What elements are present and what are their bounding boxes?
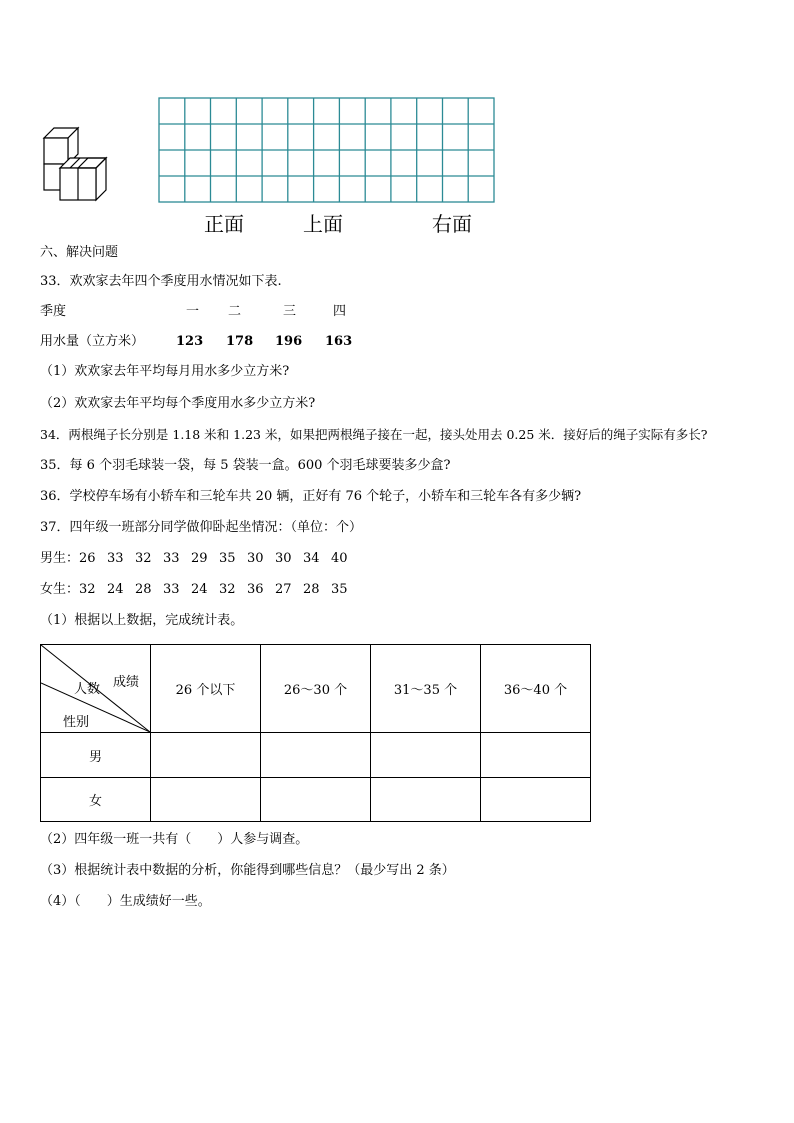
- q37-sub1: （1）根据以上数据，完成统计表。: [40, 613, 244, 628]
- girls-value: 24: [107, 582, 124, 597]
- q33-season-label: 季度: [40, 304, 67, 319]
- girls-value: 35: [331, 582, 348, 597]
- girls-value: 33: [163, 582, 180, 597]
- boys-value: 30: [275, 551, 292, 566]
- q37-sub2: （2）四年级一班一共有（ ）人参与调查。: [40, 832, 309, 847]
- q36-text: 36．学校停车场有小轿车和三轮车共 20 辆，正好有 76 个轮子，小轿车和三轮车各有多少辆?: [40, 489, 582, 504]
- table-cell-blank[interactable]: [261, 733, 371, 778]
- table-cell-blank[interactable]: [151, 733, 261, 778]
- q33-season: 二: [228, 304, 242, 319]
- q33-usage: 123: [176, 334, 204, 349]
- corner-count-label: 人数: [74, 682, 101, 697]
- table-cell-blank[interactable]: [371, 733, 481, 778]
- table-corner-cell: [41, 645, 151, 733]
- girls-value: 28: [135, 582, 152, 597]
- q33-sub2: （2）欢欢家去年平均每个季度用水多少立方米?: [40, 396, 316, 411]
- view-label-front: 正面: [204, 212, 244, 236]
- q33-season: 三: [283, 304, 297, 319]
- stats-table: [40, 644, 591, 822]
- q37-girls-label: 女生：: [40, 582, 80, 597]
- boys-value: 32: [135, 551, 152, 566]
- q37-boys-label: 男生：: [40, 551, 80, 566]
- girls-value: 24: [191, 582, 208, 597]
- girls-value: 28: [303, 582, 320, 597]
- boys-value: 33: [107, 551, 124, 566]
- corner-score-label: 成绩: [113, 675, 140, 690]
- q37-text: 37．四年级一班部分同学做仰卧起坐情况：（单位：个）: [40, 520, 363, 535]
- q34-text: 34．两根绳子长分别是 1.18 米和 1.23 米，如果把两根绳子接在一起，接头处用去 0.25 米．接好后的绳子实际有多长?: [40, 427, 708, 442]
- cube-figure: [40, 124, 112, 204]
- table-cell-blank[interactable]: [481, 778, 591, 822]
- table-row: [41, 778, 591, 822]
- q33-usage: 196: [275, 334, 303, 349]
- boys-value: 40: [331, 551, 348, 566]
- q37-sub3: （3）根据统计表中数据的分析，你能得到哪些信息？（最少写出 2 条）: [40, 863, 455, 878]
- boys-value: 34: [303, 551, 320, 566]
- boys-value: 35: [219, 551, 236, 566]
- q33-usage-label: 用水量（立方米）: [40, 334, 145, 349]
- table-header-cell: 31～35 个: [371, 645, 481, 733]
- table-cell-blank[interactable]: [151, 778, 261, 822]
- girls-value: 32: [219, 582, 236, 597]
- table-cell-blank[interactable]: [481, 733, 591, 778]
- boys-value: 29: [191, 551, 208, 566]
- view-label-top: 上面: [303, 212, 343, 236]
- girls-value: 36: [247, 582, 264, 597]
- corner-gender-label: 性别: [63, 715, 90, 730]
- table-row-label-girls: 女: [41, 778, 151, 822]
- section-title: 六、解决问题: [40, 245, 119, 260]
- table-cell-blank[interactable]: [371, 778, 481, 822]
- q33-season: 四: [333, 304, 347, 319]
- q33-usage: 178: [226, 334, 254, 349]
- q33-sub1: （1）欢欢家去年平均每月用水多少立方米?: [40, 364, 290, 379]
- drawing-grid: [158, 97, 496, 204]
- table-header-cell: 26 个以下: [151, 645, 261, 733]
- q33-usage: 163: [325, 334, 353, 349]
- q33-season: 一: [186, 304, 200, 319]
- table-header-cell: 26～30 个: [261, 645, 371, 733]
- table-cell-blank[interactable]: [261, 778, 371, 822]
- girls-value: 32: [79, 582, 96, 597]
- girls-value: 27: [275, 582, 292, 597]
- table-row-label-boys: 男: [41, 733, 151, 778]
- table-row: [41, 733, 591, 778]
- q33-text: 33．欢欢家去年四个季度用水情况如下表.: [40, 274, 282, 289]
- table-header-cell: 36～40 个: [481, 645, 591, 733]
- table-header-row: [41, 645, 591, 733]
- q35-text: 35．每 6 个羽毛球装一袋，每 5 袋装一盒。600 个羽毛球要装多少盒?: [40, 458, 451, 473]
- view-label-right: 右面: [432, 212, 472, 236]
- q37-sub4: （4）（ ）生成绩好一些。: [40, 894, 211, 909]
- boys-value: 26: [79, 551, 96, 566]
- boys-value: 30: [247, 551, 264, 566]
- boys-value: 33: [163, 551, 180, 566]
